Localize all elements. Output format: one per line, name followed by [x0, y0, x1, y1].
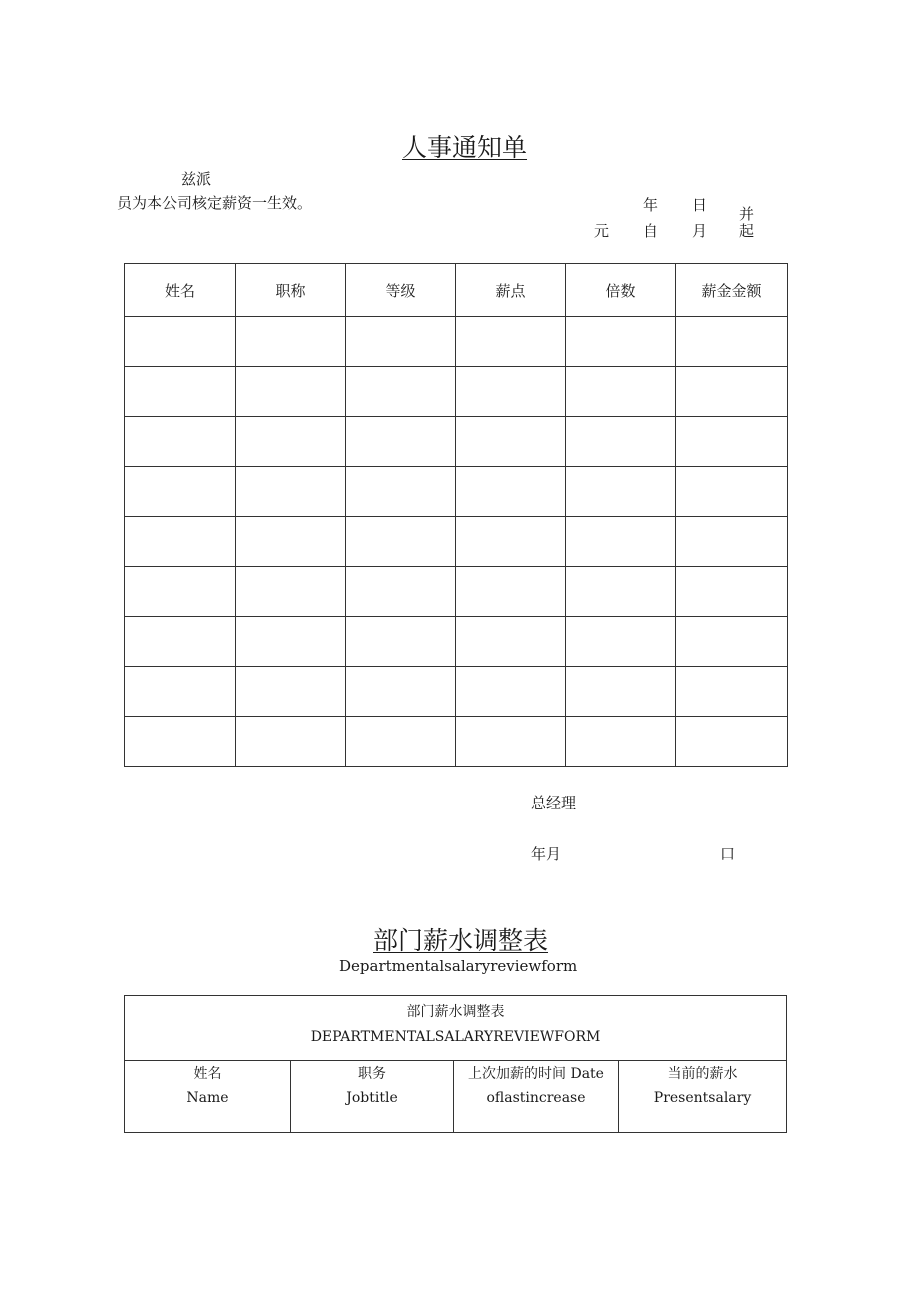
table-cell	[676, 567, 788, 617]
header-points: 薪点	[456, 264, 566, 317]
date-start-label: 起	[739, 222, 755, 240]
table-cell	[456, 667, 566, 717]
dept-table-title-cn: 部门薪水调整表	[406, 1004, 505, 1020]
table-cell	[346, 517, 456, 567]
table-row	[125, 317, 788, 367]
table-cell	[456, 417, 566, 467]
table-cell	[125, 467, 236, 517]
table-cell	[456, 367, 566, 417]
dept-col-last-increase-cn: 上次加薪的时间 Date	[468, 1066, 604, 1082]
table-row	[125, 617, 788, 667]
header-amount: 薪金金额	[676, 264, 788, 317]
dept-review-table	[124, 995, 787, 1133]
table-row	[125, 667, 788, 717]
date-month-label: 月	[692, 222, 708, 240]
notice-title: 人事通知单	[402, 133, 528, 162]
table-cell	[566, 367, 676, 417]
table-cell	[676, 517, 788, 567]
header-multiple: 倍数	[566, 264, 676, 317]
dept-col-jobtitle-en: Jobtitle	[346, 1090, 398, 1106]
table-cell	[676, 667, 788, 717]
table-cell	[676, 617, 788, 667]
table-row	[125, 367, 788, 417]
table-cell	[566, 567, 676, 617]
table-cell	[676, 317, 788, 367]
table-cell	[346, 417, 456, 467]
table-cell	[676, 367, 788, 417]
date-yuan-label: 元	[594, 222, 610, 240]
table-cell	[346, 567, 456, 617]
table-cell	[566, 617, 676, 667]
table-cell	[566, 417, 676, 467]
dept-col-name-cn: 姓名	[193, 1066, 222, 1082]
manager-label: 总经理	[531, 794, 577, 812]
table-cell	[676, 417, 788, 467]
salary-table	[124, 263, 788, 767]
table-cell	[346, 717, 456, 767]
table-cell	[125, 567, 236, 617]
sign-date-label: 年月	[531, 845, 562, 863]
dept-form-title: 部门薪水调整表	[373, 926, 549, 955]
table-cell	[346, 617, 456, 667]
table-cell	[125, 317, 236, 367]
table-cell	[125, 617, 236, 667]
table-cell	[346, 367, 456, 417]
notice-line-salary: 员为本公司核定薪资一生效。	[117, 194, 313, 212]
header-name: 姓名	[125, 264, 236, 317]
table-cell	[676, 717, 788, 767]
date-year-label: 年	[643, 196, 659, 214]
table-cell	[566, 717, 676, 767]
table-row	[125, 567, 788, 617]
dept-col-last-increase-en: oflastincrease	[486, 1090, 586, 1106]
dept-col-name	[125, 1061, 291, 1133]
dept-table-title-cell	[125, 996, 787, 1061]
table-cell	[456, 317, 566, 367]
dept-col-name-en: Name	[186, 1090, 229, 1106]
dept-col-present-salary-cn: 当前的薪水	[667, 1066, 738, 1082]
table-cell	[566, 517, 676, 567]
table-cell	[125, 367, 236, 417]
dept-form-subtitle: Departmentalsalaryreviewform	[339, 957, 578, 975]
table-cell	[566, 667, 676, 717]
date-from-label: 自	[643, 222, 659, 240]
table-cell	[236, 567, 346, 617]
table-cell	[456, 717, 566, 767]
table-row	[125, 517, 788, 567]
table-cell	[236, 367, 346, 417]
dept-table-title-row	[125, 996, 787, 1061]
dept-col-present-salary	[619, 1061, 787, 1133]
table-cell	[236, 317, 346, 367]
table-cell	[456, 617, 566, 667]
table-cell	[125, 667, 236, 717]
table-cell	[236, 617, 346, 667]
date-and-label: 并	[739, 205, 755, 223]
table-cell	[566, 467, 676, 517]
table-cell	[125, 717, 236, 767]
header-title: 职称	[236, 264, 346, 317]
table-header-row	[125, 264, 788, 317]
table-cell	[456, 567, 566, 617]
table-cell	[125, 417, 236, 467]
dept-col-jobtitle	[291, 1061, 454, 1133]
notice-line-assign: 兹派	[181, 170, 212, 188]
date-day-label: 日	[692, 196, 708, 214]
dept-table-title-en: DEPARTMENTALSALARYREVIEWFORM	[310, 1029, 601, 1045]
table-cell	[346, 317, 456, 367]
table-cell	[236, 517, 346, 567]
header-grade: 等级	[346, 264, 456, 317]
table-cell	[125, 517, 236, 567]
table-row	[125, 417, 788, 467]
sign-day-label: 口	[720, 845, 736, 863]
table-cell	[346, 467, 456, 517]
table-row	[125, 717, 788, 767]
table-cell	[676, 467, 788, 517]
table-cell	[346, 667, 456, 717]
table-cell	[566, 317, 676, 367]
dept-table-header-row	[125, 1061, 787, 1133]
dept-col-last-increase	[454, 1061, 619, 1133]
dept-col-present-salary-en: Presentsalary	[653, 1090, 752, 1106]
table-cell	[236, 417, 346, 467]
table-cell	[456, 467, 566, 517]
table-cell	[236, 717, 346, 767]
dept-col-jobtitle-cn: 职务	[358, 1066, 386, 1082]
table-cell	[456, 517, 566, 567]
table-row	[125, 467, 788, 517]
table-cell	[236, 467, 346, 517]
table-cell	[236, 667, 346, 717]
